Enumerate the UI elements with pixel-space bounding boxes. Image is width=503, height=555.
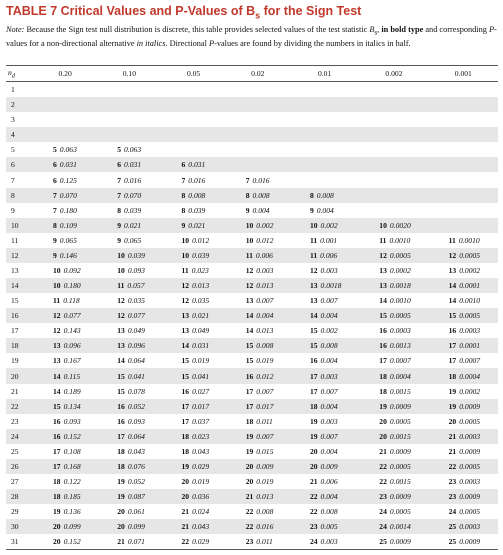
table-cell: 16 0.0003 (448, 326, 481, 336)
nd-value: 24 (6, 429, 33, 444)
table-cell (290, 142, 359, 157)
table-cell (359, 112, 428, 127)
table-cell: 10 0.012 (245, 235, 274, 245)
table-cell: 10 0.180 (33, 278, 97, 293)
table-cell: 9 0.004 (309, 205, 334, 215)
table-cell: 16 0.052 (97, 399, 161, 414)
table-cell: 20 0.099 (33, 519, 97, 534)
nd-value: 11 (11, 235, 19, 245)
table-cell: 24 0.0005 (448, 507, 481, 517)
table-cell: 19 0.136 (53, 507, 81, 517)
table-row (6, 368, 498, 383)
table-cell: 18 0.0004 (359, 368, 428, 383)
table-cell: 23 0.0009 (429, 489, 498, 504)
table-row (6, 142, 498, 157)
table-cell: 21 0.006 (309, 477, 338, 487)
table-cell: 10 0.012 (181, 235, 210, 245)
table-cell: 6 0.031 (97, 157, 161, 172)
table-row (6, 504, 498, 519)
table-cell (161, 97, 225, 112)
table-cell: 14 0.031 (161, 338, 225, 353)
table-cell: 9 0.065 (117, 235, 142, 245)
table-cell: 19 0.0009 (429, 399, 498, 414)
table-cell: 15 0.0005 (429, 308, 498, 323)
table-cell (33, 112, 97, 127)
table-cell: 17 0.0001 (429, 338, 498, 353)
table-cell: 15 0.078 (117, 386, 145, 396)
table-cell: 9 0.065 (53, 235, 77, 245)
table-cell (429, 157, 498, 172)
table-cell: 21 0.043 (161, 519, 225, 534)
table-cell: 21 0.071 (97, 534, 161, 550)
table-cell: 12 0.077 (97, 308, 161, 323)
table-cell: 22 0.008 (245, 507, 274, 517)
table-row (6, 429, 498, 444)
table-cell: 18 0.011 (245, 416, 273, 426)
table-cell: 12 0.077 (33, 308, 97, 323)
table-cell: 14 0.0010 (379, 296, 411, 306)
table-cell (290, 112, 359, 127)
nd-value: 8 (6, 188, 33, 203)
table-cell: 12 0.013 (161, 278, 225, 293)
table-cell (290, 157, 359, 172)
table-cell (97, 97, 161, 112)
table-cell: 19 0.087 (97, 489, 161, 504)
table-cell: 18 0.185 (33, 489, 97, 504)
table-cell: 11 0.118 (53, 296, 80, 306)
table-cell: 10 0.092 (53, 265, 81, 275)
table-row (6, 444, 498, 459)
table-row (6, 459, 498, 474)
table-cell: 13 0.0018 (290, 278, 359, 293)
table-cell: 17 0.003 (290, 368, 359, 383)
table-cell: 20 0.152 (33, 534, 97, 550)
table-cell (359, 82, 428, 98)
table-cell: 10 0.0020 (359, 218, 428, 233)
note-label: Note: (6, 25, 25, 34)
table-cell: 19 0.007 (226, 429, 290, 444)
table-cell: 8 0.039 (117, 205, 142, 215)
table-cell: 14 0.0010 (448, 296, 481, 306)
table-cell: 17 0.017 (161, 399, 225, 414)
table-cell: 18 0.004 (290, 399, 359, 414)
table-cell (226, 127, 290, 142)
nd-value: 10 (6, 218, 33, 233)
table-cell: 13 0.096 (97, 338, 161, 353)
table-cell: 15 0.019 (245, 356, 274, 366)
table-cell: 10 0.039 (161, 248, 225, 263)
table-cell: 15 0.0005 (359, 308, 428, 323)
table-cell: 14 0.004 (290, 308, 359, 323)
table-cell: 18 0.043 (117, 446, 145, 456)
table-cell: 6 0.031 (33, 157, 97, 172)
table-cell: 20 0.061 (117, 507, 145, 517)
table-cell (359, 97, 428, 112)
table-cell: 22 0.0015 (379, 477, 411, 487)
table-cell: 23 0.0009 (359, 489, 428, 504)
table-cell: 13 0.167 (53, 356, 81, 366)
table-cell: 15 0.041 (97, 368, 161, 383)
nd-value: 30 (6, 519, 33, 534)
table-cell: 8 0.109 (33, 218, 97, 233)
table-cell (429, 172, 498, 187)
table-cell: 20 0.0005 (448, 416, 481, 426)
table-cell (429, 142, 498, 157)
table-cell: 14 0.115 (33, 368, 97, 383)
table-cell: 22 0.0005 (359, 459, 428, 474)
table-cell: 20 0.0005 (379, 416, 411, 426)
nd-value: 29 (11, 507, 19, 517)
table-cell (226, 97, 290, 112)
table-cell (359, 142, 428, 157)
table-row (6, 172, 498, 187)
table-cell (33, 82, 97, 98)
table-cell (359, 188, 428, 203)
table-cell (33, 127, 97, 142)
table-row (6, 82, 498, 98)
table-cell: 22 0.016 (226, 519, 290, 534)
table-cell: 25 0.0009 (429, 534, 498, 550)
nd-value: 14 (6, 278, 33, 293)
table-cell (97, 112, 161, 127)
table-cell: 10 0.002 (290, 218, 359, 233)
table-cell: 17 0.007 (309, 386, 338, 396)
table-cell: 20 0.099 (97, 519, 161, 534)
table-row (6, 112, 498, 127)
table-cell: 18 0.0015 (379, 386, 411, 396)
table-cell: 18 0.122 (53, 477, 81, 487)
column-header-alpha: 0.001 (429, 66, 498, 82)
table-row (6, 489, 498, 504)
table-cell: 21 0.013 (226, 489, 290, 504)
table-cell: 17 0.0007 (379, 356, 411, 366)
table-cell: 10 0.093 (117, 265, 145, 275)
column-header-alpha: 0.05 (161, 66, 225, 82)
table-cell: 17 0.168 (33, 459, 97, 474)
table-cell: 16 0.027 (181, 386, 210, 396)
table-cell: 15 0.008 (290, 338, 359, 353)
table-cell: 19 0.0009 (359, 399, 428, 414)
table-cell: 11 0.001 (309, 235, 338, 245)
table-cell: 17 0.037 (181, 416, 210, 426)
nd-value: 26 (6, 459, 33, 474)
table-cell: 19 0.003 (309, 416, 338, 426)
table-row (6, 384, 498, 399)
table-row (6, 474, 498, 489)
table-row (6, 338, 498, 353)
column-header-alpha: 0.20 (33, 66, 97, 82)
table-row (6, 218, 498, 233)
table-cell (97, 127, 161, 142)
table-cell: 13 0.007 (245, 296, 274, 306)
table-cell: 21 0.0009 (379, 446, 411, 456)
table-cell: 16 0.0003 (379, 326, 411, 336)
table-row (6, 263, 498, 278)
table-cell: 8 0.039 (181, 205, 206, 215)
table-row (6, 519, 498, 534)
table-cell: 21 0.0009 (448, 446, 481, 456)
table-cell (161, 127, 225, 142)
table-cell (429, 218, 498, 233)
table-cell: 8 0.008 (161, 188, 225, 203)
table-cell: 7 0.070 (97, 188, 161, 203)
table-cell: 16 0.093 (53, 416, 81, 426)
nd-value: 27 (11, 477, 19, 487)
table-note: Note: Because the Sign test null distribution is discrete, this table provides selected values of the test statistic $B_s$, in bold type and corresponding P-values for a non-directional alternative in italics. Directional P-values are found by dividing the numbers in italics in half. (6, 25, 497, 49)
nd-value: 23 (11, 416, 19, 426)
table-row (6, 97, 498, 112)
table-cell: 8 0.008 (290, 188, 359, 203)
table-cell (161, 112, 225, 127)
table-cell: 12 0.003 (245, 265, 274, 275)
table-cell: 13 0.049 (181, 326, 210, 336)
table-cell (161, 142, 225, 157)
table-cell: 8 0.008 (226, 188, 290, 203)
nd-value: 12 (6, 248, 33, 263)
table-row (6, 353, 498, 368)
table-cell: 23 0.005 (290, 519, 359, 534)
nd-value: 4 (6, 127, 33, 142)
table-cell (429, 82, 498, 98)
table-cell: 9 0.021 (97, 218, 161, 233)
nd-header: $n_d$ (6, 66, 33, 82)
table-cell: 24 0.0005 (379, 507, 411, 517)
table-cell: 13 0.007 (309, 296, 338, 306)
table-cell: 16 0.0013 (359, 338, 428, 353)
table-cell (290, 82, 359, 98)
table-cell: 13 0.049 (117, 326, 145, 336)
table-cell: 13 0.0018 (359, 278, 428, 293)
nd-value: 21 (11, 386, 19, 396)
table-cell (429, 203, 498, 218)
table-cell (429, 188, 498, 203)
table-cell: 6 0.125 (53, 175, 77, 185)
table-cell: 19 0.029 (161, 459, 225, 474)
table-cell: 12 0.013 (226, 278, 290, 293)
table-cell: 20 0.036 (161, 489, 225, 504)
column-header-alpha: 0.02 (226, 66, 290, 82)
critical-values-table (6, 65, 498, 550)
table-cell: 10 0.039 (97, 248, 161, 263)
nd-value: 6 (6, 157, 33, 172)
table-cell: 16 0.012 (226, 368, 290, 383)
table-row (6, 323, 498, 338)
table-cell: 12 0.035 (117, 296, 145, 306)
table-cell (161, 82, 225, 98)
table-cell: 14 0.004 (226, 308, 290, 323)
table-cell: 20 0.009 (226, 459, 290, 474)
table-cell: 16 0.004 (309, 356, 338, 366)
table-cell: 24 0.003 (290, 534, 359, 550)
table-cell: 5 0.063 (53, 145, 77, 155)
table-row (6, 233, 498, 248)
nd-value: 3 (11, 115, 15, 125)
table-cell: 19 0.052 (117, 477, 145, 487)
table-cell: 11 0.0010 (379, 235, 411, 245)
table-cell: 23 0.011 (226, 534, 290, 550)
table-cell (226, 157, 290, 172)
table-body (6, 82, 498, 550)
table-cell: 16 0.093 (117, 416, 145, 426)
table-cell: 7 0.016 (181, 175, 206, 185)
table-cell: 7 0.070 (33, 188, 97, 203)
table-cell: 14 0.064 (117, 356, 145, 366)
table-cell: 20 0.009 (290, 459, 359, 474)
table-row (6, 278, 498, 293)
table-cell: 22 0.004 (290, 489, 359, 504)
nd-value: 28 (6, 489, 33, 504)
table-cell: 14 0.189 (53, 386, 81, 396)
table-cell: 20 0.0015 (359, 429, 428, 444)
nd-value: 15 (11, 296, 19, 306)
nd-value: 17 (11, 326, 19, 336)
table-cell (290, 97, 359, 112)
nd-value: 2 (6, 97, 33, 112)
table-cell: 15 0.134 (33, 399, 97, 414)
table-cell (429, 112, 498, 127)
table-cell (226, 142, 290, 157)
table-cell: 9 0.021 (161, 218, 225, 233)
table-cell: 22 0.008 (309, 507, 338, 517)
table-cell: 17 0.017 (226, 399, 290, 414)
table-cell: 18 0.076 (97, 459, 161, 474)
table-row (6, 293, 498, 308)
table-cell: 17 0.108 (53, 446, 81, 456)
table-cell: 18 0.043 (181, 446, 210, 456)
nd-value: 5 (11, 145, 15, 155)
table-cell (97, 82, 161, 98)
nd-value: 9 (11, 205, 15, 215)
column-header-alpha: 0.10 (97, 66, 161, 82)
table-cell (359, 203, 428, 218)
nd-value: 31 (6, 534, 33, 550)
table-cell: 21 0.0003 (429, 429, 498, 444)
table-cell: 11 0.006 (290, 248, 359, 263)
table-cell: 15 0.019 (181, 356, 210, 366)
table-cell: 11 0.0010 (448, 235, 480, 245)
table-cell: 9 0.146 (33, 248, 97, 263)
table-row (6, 248, 498, 263)
nd-value: 25 (11, 446, 19, 456)
table-cell (290, 172, 359, 187)
table-cell: 20 0.019 (181, 477, 210, 487)
table-cell: 12 0.143 (53, 326, 81, 336)
table-cell (429, 127, 498, 142)
table-row (6, 127, 498, 142)
table-cell: 7 0.016 (117, 175, 142, 185)
table-cell (359, 157, 428, 172)
table-row (6, 399, 498, 414)
nd-value: 13 (11, 265, 19, 275)
table-cell: 22 0.0005 (429, 459, 498, 474)
table-cell (290, 127, 359, 142)
table-cell: 24 0.0014 (359, 519, 428, 534)
table-cell: 13 0.0002 (379, 265, 411, 275)
table-cell: 18 0.023 (161, 429, 225, 444)
table-cell: 21 0.024 (181, 507, 210, 517)
table-cell: 12 0.035 (181, 296, 210, 306)
table-cell (429, 97, 498, 112)
table-cell: 23 0.0003 (448, 477, 481, 487)
table-cell: 25 0.0009 (359, 534, 428, 550)
table-cell: 14 0.0001 (429, 278, 498, 293)
table-cell (226, 112, 290, 127)
table-cell: 20 0.004 (309, 446, 338, 456)
table-cell: 22 0.029 (161, 534, 225, 550)
table-cell: 17 0.007 (245, 386, 274, 396)
table-cell: 12 0.0005 (429, 248, 498, 263)
table-cell: 11 0.057 (97, 278, 161, 293)
table-cell: 18 0.0004 (429, 368, 498, 383)
table-cell: 12 0.0005 (359, 248, 428, 263)
table-cell: 9 0.004 (245, 205, 270, 215)
table-cell: 19 0.0002 (448, 386, 481, 396)
table-cell: 19 0.007 (290, 429, 359, 444)
nd-value: 22 (6, 399, 33, 414)
table-cell: 15 0.008 (226, 338, 290, 353)
column-header-alpha: 0.01 (290, 66, 359, 82)
nd-value: 16 (6, 308, 33, 323)
table-cell: 7 0.016 (245, 175, 270, 185)
table-cell: 20 0.019 (245, 477, 274, 487)
table-row (6, 188, 498, 203)
table-cell: 14 0.013 (245, 326, 274, 336)
nd-value: 20 (6, 368, 33, 383)
table-cell: 7 0.180 (53, 205, 77, 215)
table-cell: 11 0.006 (226, 248, 290, 263)
table-row (6, 414, 498, 429)
table-header-row (6, 66, 498, 82)
nd-value: 7 (11, 175, 15, 185)
table-cell: 19 0.015 (245, 446, 274, 456)
table-row (6, 308, 498, 323)
table-cell: 11 0.023 (181, 265, 209, 275)
table-cell: 10 0.002 (226, 218, 290, 233)
table-cell: 15 0.002 (309, 326, 338, 336)
table-row (6, 534, 498, 550)
nd-value: 1 (11, 85, 15, 95)
table-cell: 17 0.064 (97, 429, 161, 444)
critical-values-table-wrapper (6, 65, 498, 550)
table-cell: 12 0.003 (309, 265, 338, 275)
nd-value: 19 (11, 356, 19, 366)
table-cell (359, 172, 428, 187)
table-row (6, 203, 498, 218)
table-cell (359, 127, 428, 142)
table-cell: 13 0.021 (161, 308, 225, 323)
column-header-alpha: 0.002 (359, 66, 428, 82)
table-cell: 5 0.063 (117, 145, 142, 155)
nd-value: 18 (6, 338, 33, 353)
table-cell: 13 0.0002 (448, 265, 481, 275)
table-cell: 17 0.0007 (448, 356, 481, 366)
table-cell: 15 0.041 (161, 368, 225, 383)
table-cell: 16 0.152 (33, 429, 97, 444)
table-cell (226, 82, 290, 98)
table-cell (33, 97, 97, 112)
table-row (6, 157, 498, 172)
table-title: TABLE 7 Critical Values and P-Values of $B_s$ for the Sign Test (6, 4, 362, 21)
table-cell: 13 0.096 (33, 338, 97, 353)
table-cell: 25 0.0003 (429, 519, 498, 534)
table-cell: 6 0.031 (161, 157, 225, 172)
